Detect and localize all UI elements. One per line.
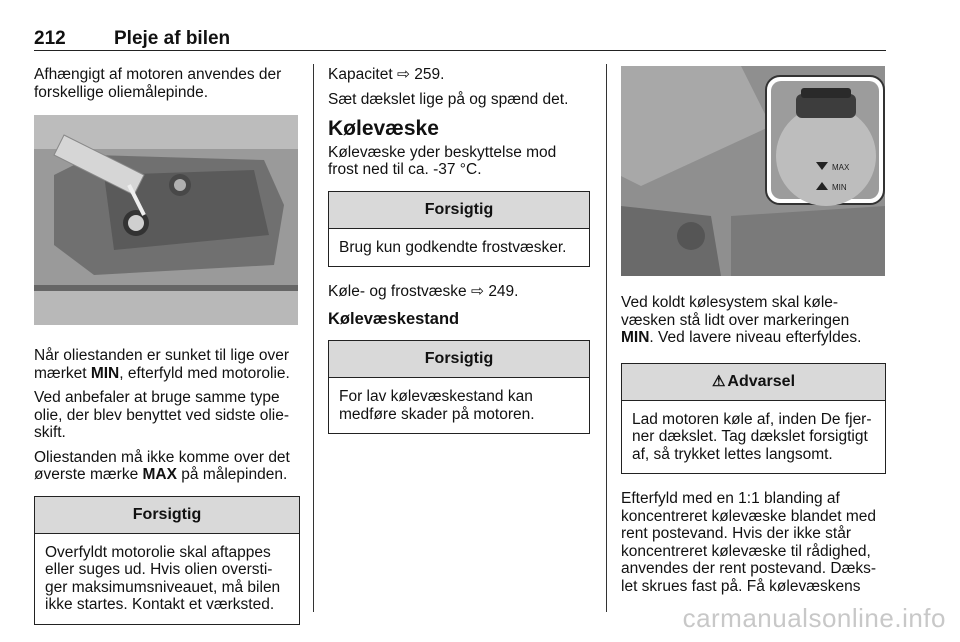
warning-text: Lad motoren køle af, inden De fjer-ner dækslet. Tag dækslet forsigtigt af, så trykket lettes langsomt. (632, 410, 872, 463)
warning-box (621, 363, 886, 475)
oil-type-text: Ved anbefaler at bruge samme type olie, der blev benyttet ved sidste olie-skift. (34, 389, 290, 441)
dipstick-photo (34, 115, 298, 325)
watermark: carmanualsonline.info (682, 603, 946, 633)
caution-box-coolant-level (328, 340, 590, 434)
max-mark-label: MAX (832, 163, 850, 172)
ref-arrow-icon: ⇨ (471, 283, 484, 300)
page-number: 212 (34, 28, 66, 49)
page-header (34, 26, 886, 51)
subsection-heading: Kølevæskestand (328, 309, 460, 328)
cap-text: Sæt dækslet lige på og spænd det. (328, 90, 569, 108)
warning-icon: ⚠ (711, 372, 726, 390)
left-column (34, 66, 300, 637)
caution-text: Brug kun godkendte frostvæsker. (339, 238, 567, 256)
ref-arrow-icon: ⇨ (396, 66, 410, 83)
warning-title: ⚠ Advarsel (622, 364, 885, 401)
refill-text: Efterfyld med en 1:1 blanding af koncentreret kølevæske blandet med rent postevand. Hvis der ikke står koncentreret kølevæske til rådighed, anvendes der rent postevand. Dæks-let skrues fast på. Få kølevæskens (621, 490, 877, 595)
middle-column (328, 66, 590, 446)
capacity-text: Kapacitet ⇨ 259. (328, 66, 445, 83)
intro-text: Afhængigt af motoren anvendes der forskellige oliemålepinde. (34, 66, 282, 101)
section-heading: Kølevæske (328, 117, 439, 140)
caution-box-antifreeze (328, 191, 590, 268)
caution-text: For lav kølevæskestand kan medføre skader på motoren. (339, 388, 535, 423)
coolant-reservoir-photo (621, 66, 885, 276)
min-mark-label: MIN (832, 183, 847, 192)
caution-title: Forsigtig (329, 192, 589, 229)
column-divider-2 (606, 64, 607, 612)
engine-illustration (34, 115, 298, 325)
oil-max-text: Oliestanden må ikke komme over det øverste mærke MAX på målepinden. (34, 448, 290, 483)
right-column (621, 66, 886, 602)
caution-title: Forsigtig (35, 497, 299, 534)
column-divider-1 (313, 64, 314, 612)
oil-level-text: Når oliestanden er sunket til lige over mærket MIN, efterfyld med motorolie. (34, 347, 290, 382)
caution-text: Overfyldt motorolie skal aftappes eller suges ud. Hvis olien oversti-ger maksimumsniveauet, må bilen ikke startes. Kontakt et værksted. (45, 543, 281, 613)
coolant-text: Kølevæske yder beskyttelse mod frost ned til ca. -37 °C. (328, 143, 557, 178)
page-title: Pleje af bilen (114, 28, 231, 49)
antifreeze-ref-text: Køle- og frostvæske ⇨ 249. (328, 283, 519, 300)
caution-title: Forsigtig (329, 341, 589, 378)
reservoir-illustration (621, 66, 885, 276)
coolant-level-text: Ved koldt kølesystem skal køle-væsken stå lidt over markeringen MIN. Ved lavere niveau efterfyldes. (621, 294, 862, 346)
caution-box-oil (34, 496, 300, 625)
